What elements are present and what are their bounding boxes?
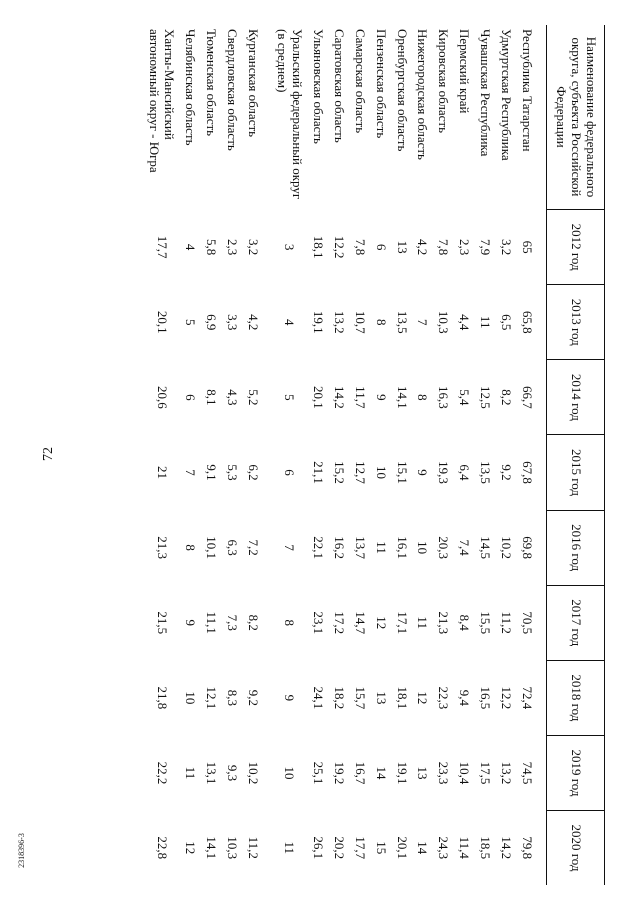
value-cell: 23,1 [310, 611, 326, 635]
value-cell: 15,2 [331, 461, 347, 484]
value-cell: 20,1 [154, 310, 170, 334]
table-row [516, 25, 546, 885]
value-cell: 13,2 [499, 761, 515, 785]
value-cell: 16,7 [352, 761, 368, 785]
value-cell: 7,4 [457, 539, 473, 556]
value-cell: 15 [373, 841, 389, 855]
value-cell: 10,2 [499, 536, 515, 559]
value-cell: 5,8 [204, 238, 220, 256]
document-code: 2318396-3 [16, 833, 26, 868]
data-table [143, 25, 605, 885]
value-cell: 8 [183, 544, 199, 551]
value-cell: 17,2 [331, 611, 347, 635]
value-cell: 9,2 [499, 464, 515, 481]
value-cell: 10,2 [246, 761, 261, 785]
value-cell: 8 [415, 394, 431, 401]
value-cell: 7 [183, 469, 199, 476]
value-cell: 8 [282, 619, 298, 626]
value-cell: 6 [373, 243, 389, 251]
table-row [328, 25, 349, 885]
value-cell: 69,8 [520, 536, 536, 559]
value-cell: 65 [520, 240, 536, 254]
value-cell: 12,2 [499, 686, 515, 710]
value-cell: 19,3 [436, 461, 452, 484]
value-cell: 16,5 [478, 686, 494, 710]
value-cell: 13,7 [352, 536, 368, 559]
value-cell: 19,1 [310, 310, 326, 334]
value-cell: 17,7 [154, 235, 170, 259]
rotated-table-container [145, 25, 605, 885]
value-cell: 9,2 [246, 689, 261, 706]
value-cell: 11 [282, 841, 298, 855]
value-cell: 7 [415, 318, 431, 326]
region-name-cell: Чувашская Республика [478, 29, 494, 157]
value-cell: 17,1 [394, 611, 410, 635]
value-cell: 21,1 [310, 461, 326, 484]
value-cell: 12 [373, 616, 389, 630]
value-cell: 2,3 [457, 238, 473, 256]
header-year-2016: 2016 год [547, 510, 605, 585]
value-cell: 13 [373, 691, 389, 705]
value-cell: 65,8 [520, 310, 536, 334]
header-year-2020: 2020 год [547, 811, 605, 886]
value-cell: 22,2 [154, 761, 170, 785]
region-name-cell: Оренбургская область [394, 29, 410, 152]
value-cell: 4,2 [246, 314, 261, 331]
value-cell: 67,8 [520, 461, 536, 484]
value-cell: 22,1 [310, 536, 326, 559]
value-cell: 72,4 [520, 686, 536, 710]
value-cell: 11 [415, 616, 431, 629]
value-cell: 24,3 [436, 836, 452, 860]
value-cell: 25,1 [310, 761, 326, 785]
value-cell: 5 [183, 318, 199, 326]
value-cell: 15,5 [478, 611, 494, 635]
value-cell: 14,1 [204, 836, 220, 860]
value-cell: 9 [373, 394, 389, 401]
value-cell: 15,1 [394, 461, 410, 484]
value-cell: 6 [183, 394, 199, 401]
value-cell: 20,3 [436, 536, 452, 559]
value-cell: 11 [183, 766, 199, 780]
value-cell: 3 [282, 243, 298, 251]
region-name-cell: Курганская область [246, 29, 261, 138]
value-cell: 12,1 [204, 686, 220, 710]
value-cell: 7,8 [436, 238, 452, 256]
region-name-cell: Свердловская область [225, 29, 241, 151]
value-cell: 5,4 [457, 389, 473, 406]
value-cell: 9 [282, 694, 298, 702]
value-cell: 4 [183, 243, 199, 251]
region-name-cell: Самарская область [352, 29, 368, 134]
value-cell: 13 [394, 240, 410, 254]
value-cell: 20,1 [394, 836, 410, 860]
value-cell: 8,2 [246, 614, 261, 631]
value-cell: 17,7 [352, 836, 368, 860]
spacer-cell [263, 25, 271, 885]
value-cell: 18,1 [394, 686, 410, 710]
value-cell: 9 [183, 619, 199, 626]
value-cell: 2,3 [225, 238, 241, 256]
value-cell: 3,2 [499, 238, 515, 256]
value-cell: 7,2 [246, 539, 261, 556]
value-cell: 21,5 [154, 611, 170, 635]
value-cell: 6,4 [457, 464, 473, 481]
value-cell: 14,7 [352, 611, 368, 635]
value-cell: 20,6 [154, 385, 170, 409]
value-cell: 4,4 [457, 314, 473, 331]
header-year-2015: 2015 год [547, 435, 605, 510]
value-cell: 14,1 [394, 385, 410, 409]
value-cell: 4,3 [225, 389, 241, 406]
value-cell: 3,3 [225, 314, 241, 331]
value-cell: 22,3 [436, 686, 452, 710]
value-cell: 14,5 [478, 536, 494, 559]
value-cell: 7 [282, 544, 298, 551]
value-cell: 18,2 [331, 686, 347, 710]
value-cell: 15,7 [352, 686, 368, 710]
value-cell: 8,2 [499, 389, 515, 406]
table-header-row [547, 25, 605, 885]
value-cell: 21,3 [154, 536, 170, 559]
table-row [370, 25, 391, 885]
value-cell: 10,3 [225, 836, 241, 860]
region-name-cell: Ханты-Мансийский автономный округ - Югра [147, 29, 178, 173]
value-cell: 10 [373, 465, 389, 479]
value-cell: 7,9 [478, 238, 494, 256]
header-year-2013: 2013 год [547, 285, 605, 360]
value-cell: 20,2 [331, 836, 347, 860]
region-name-cell: Республика Татарстан [520, 29, 536, 152]
value-cell: 10,3 [436, 310, 452, 334]
value-cell: 11 [373, 541, 389, 554]
region-name-cell: Уральский федеральный округ (в среднем) [274, 29, 305, 200]
value-cell: 22,8 [154, 836, 170, 860]
value-cell: 9,4 [457, 689, 473, 706]
value-cell: 70,5 [520, 611, 536, 635]
header-year-2014: 2014 год [547, 360, 605, 435]
value-cell: 19,2 [331, 761, 347, 785]
value-cell: 79,8 [520, 836, 536, 860]
header-year-2017: 2017 год [547, 585, 605, 660]
value-cell: 21,8 [154, 686, 170, 710]
value-cell: 66,7 [520, 385, 536, 409]
region-name-cell: Кировская область [436, 29, 452, 134]
value-cell: 14 [373, 766, 389, 780]
value-cell: 7,3 [225, 614, 241, 631]
value-cell: 9,1 [204, 464, 220, 481]
value-cell: 17,5 [478, 761, 494, 785]
value-cell: 3,2 [246, 238, 261, 256]
value-cell: 10 [282, 766, 298, 780]
region-name-cell: Ульяновская область [310, 29, 326, 144]
value-cell: 4,2 [415, 238, 431, 256]
value-cell: 8,1 [204, 389, 220, 406]
region-name-cell: Тюменская область [204, 29, 220, 137]
table-row [200, 25, 221, 885]
value-cell: 6 [282, 469, 298, 476]
value-cell: 10,7 [352, 310, 368, 334]
value-cell: 23,3 [436, 761, 452, 785]
value-cell: 74,5 [520, 761, 536, 785]
value-cell: 12,7 [352, 461, 368, 484]
table-body [143, 25, 546, 885]
value-cell: 20,1 [310, 385, 326, 409]
table-row [179, 25, 200, 885]
table-row [271, 25, 307, 885]
table-row [433, 25, 454, 885]
value-cell: 10,1 [204, 536, 220, 559]
header-year-2019: 2019 год [547, 735, 605, 810]
value-cell: 11,4 [457, 836, 473, 859]
value-cell: 10 [415, 541, 431, 555]
value-cell: 11,2 [499, 611, 515, 634]
value-cell: 16,1 [394, 536, 410, 559]
value-cell: 11,2 [246, 836, 261, 859]
value-cell: 16,2 [331, 536, 347, 559]
value-cell: 5 [282, 394, 298, 401]
value-cell: 16,3 [436, 385, 452, 409]
value-cell: 6,9 [204, 314, 220, 331]
value-cell: 12,2 [331, 235, 347, 259]
region-name-cell: Пензенская область [373, 29, 389, 139]
value-cell: 13,1 [204, 761, 220, 785]
region-name-cell: Челябинская область [183, 29, 199, 146]
value-cell: 14,2 [331, 385, 347, 409]
value-cell: 13,2 [331, 310, 347, 334]
page-number: 72 [41, 447, 56, 461]
value-cell: 6,2 [246, 464, 261, 481]
value-cell: 7,8 [352, 238, 368, 256]
value-cell: 10,4 [457, 761, 473, 785]
value-cell: 13,5 [478, 461, 494, 484]
table-row [242, 25, 263, 885]
value-cell: 4 [282, 318, 298, 326]
value-cell: 8 [373, 318, 389, 326]
table-row [474, 25, 495, 885]
table-row [412, 25, 433, 885]
value-cell: 18,1 [310, 235, 326, 259]
value-cell: 12 [415, 691, 431, 705]
value-cell: 18,5 [478, 836, 494, 860]
header-name-column: Наименование федерального округа, субъекта Российской Федерации [547, 25, 605, 210]
table-row [453, 25, 474, 885]
value-cell: 9 [415, 469, 431, 476]
value-cell: 10 [183, 691, 199, 705]
value-cell: 21,3 [436, 611, 452, 635]
region-name-cell: Саратовская область [331, 29, 347, 143]
value-cell: 14,2 [499, 836, 515, 860]
table-row [143, 25, 179, 885]
value-cell: 9,3 [225, 764, 241, 782]
value-cell: 26,1 [310, 836, 326, 860]
value-cell: 6,3 [225, 539, 241, 556]
region-name-cell: Пермский край [457, 29, 473, 114]
table-row [307, 25, 328, 885]
value-cell: 6,5 [499, 314, 515, 331]
value-cell: 13 [415, 766, 431, 780]
value-cell: 19,1 [394, 761, 410, 785]
value-cell: 24,1 [310, 686, 326, 710]
value-cell: 11,1 [204, 611, 220, 634]
value-cell: 12,5 [478, 385, 494, 409]
header-year-2012: 2012 год [547, 210, 605, 285]
value-cell: 5,2 [246, 389, 261, 406]
table-row [391, 25, 412, 885]
region-name-cell: Удмуртская Республика [499, 29, 515, 161]
spacer-row [263, 25, 271, 885]
value-cell: 12 [183, 841, 199, 855]
value-cell: 11 [478, 315, 494, 329]
table-row [221, 25, 242, 885]
value-cell: 14 [415, 841, 431, 855]
value-cell: 21 [154, 465, 170, 479]
value-cell: 8,3 [225, 689, 241, 706]
region-name-cell: Нижегородская область [415, 29, 431, 160]
value-cell: 11,7 [352, 386, 368, 409]
value-cell: 5,3 [225, 464, 241, 481]
table-row [349, 25, 370, 885]
header-year-2018: 2018 год [547, 660, 605, 735]
value-cell: 13,5 [394, 310, 410, 334]
value-cell: 8,4 [457, 614, 473, 631]
table-row [495, 25, 516, 885]
